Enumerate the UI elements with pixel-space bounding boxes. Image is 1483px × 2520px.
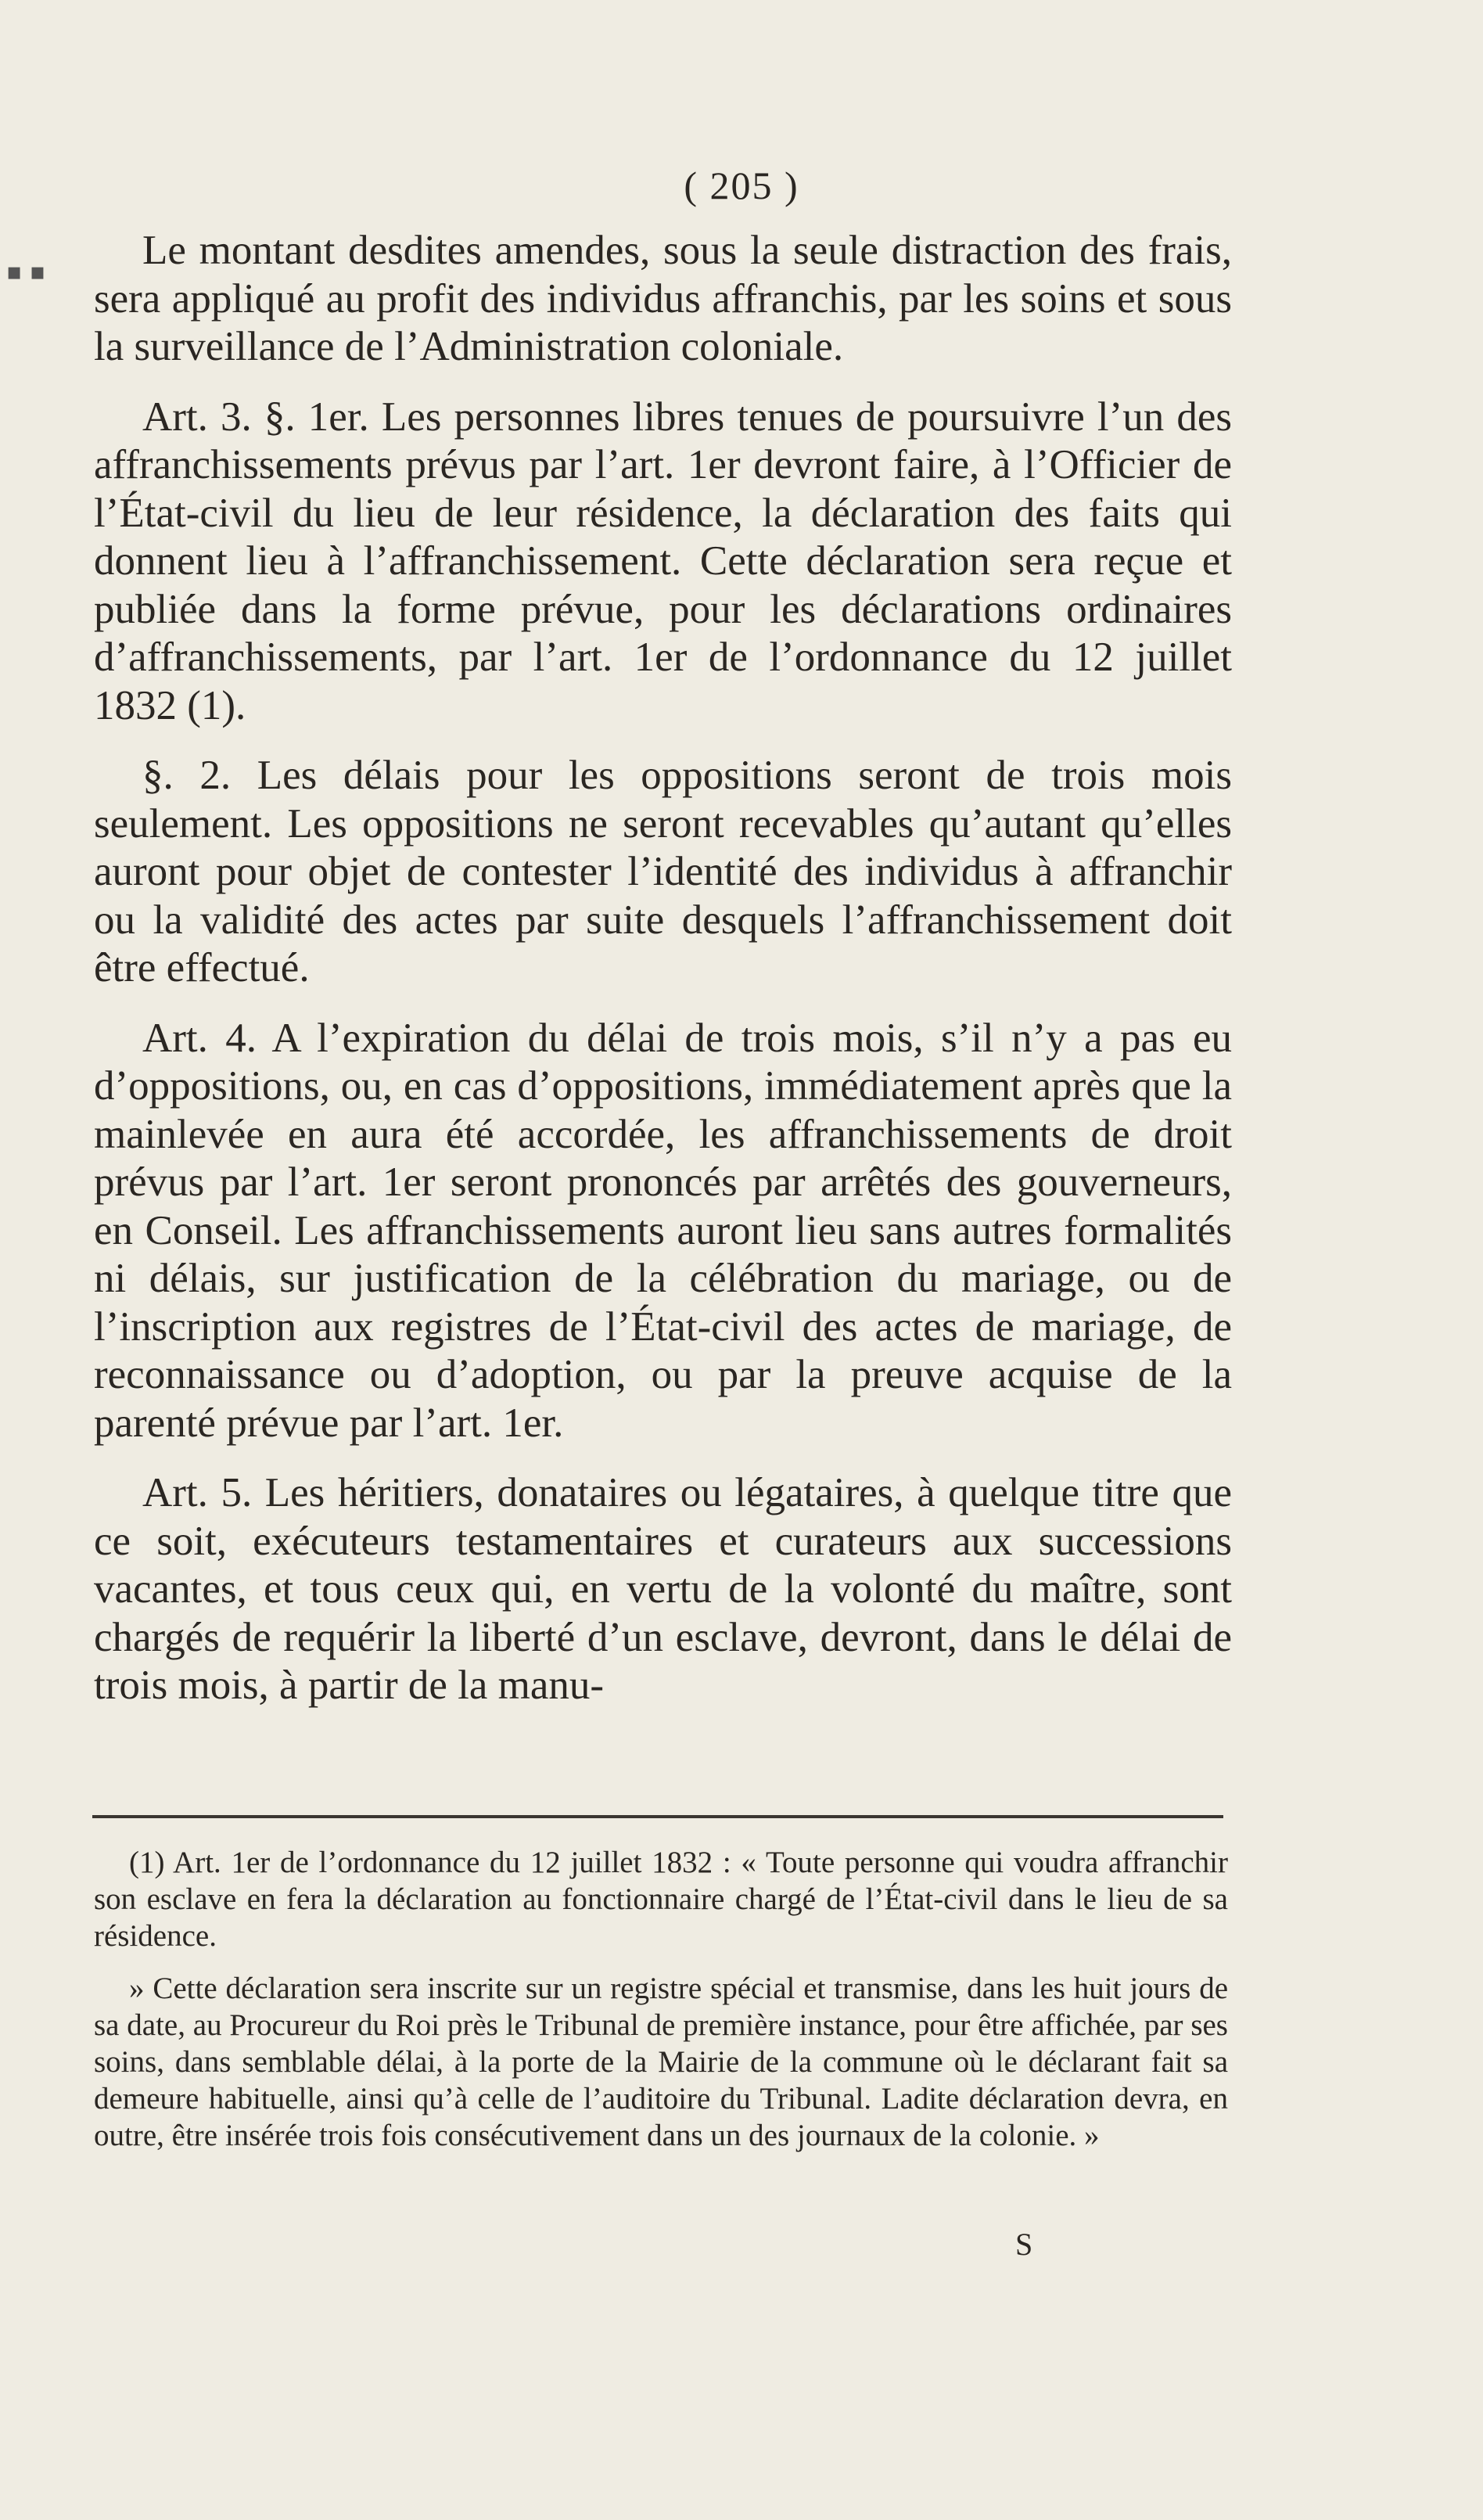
page-number: ( 205 ) <box>684 164 799 207</box>
footnote-1: (1) Art. 1er de l’ordonnance du 12 juillet 1832 : « Toute personne qui voudra affranchir son esclave en fera la déclaration au fonctionnaire chargé de l’État-civil dans le lieu de sa résidence. <box>94 1846 1228 1953</box>
paragraph-art-3: Art. 3. §. 1er. Les personnes libres tenues de poursuivre l’un des affranchissements prévus par l’art. 1er devront faire, à l’Officier de l’État-civil du lieu de leur résidence, la déclaration des faits qui donnent lieu à l’affranchissement. Cette déclaration sera reçue et publiée dans la forme prévue, pour les déclarations ordinaires d’affranchissements, par l’art. 1er de l’ordonnance du 12 juillet 1832 (1). <box>94 394 1232 728</box>
signature-mark: S <box>1015 2227 1033 2262</box>
paragraph-art-5: Art. 5. Les héritiers, donataires ou légataires, à quelque titre que ce soit, exécuteurs testamentaires et curateurs aux successions vacantes, et tous ceux qui, en vertu de la volonté du maître, sont chargés de requérir la liberté d’un esclave, devront, dans le délai de trois mois, à partir de la manu- <box>94 1470 1232 1708</box>
footnote-1-continued: » Cette déclaration sera inscrite sur un registre spécial et transmise, dans les huit jours de sa date, au Procureur du Roi près le Tribunal de première instance, pour être affichée, par ses soins, dans semblable délai, à la porte de la Mairie de la commune où le déclarant fait sa demeure habituelle, ainsi qu’à celle de l’auditoire du Tribunal. Ladite déclaration devra, en outre, être insérée trois fois consécutivement dans un des journaux de la colonie. » <box>94 1972 1228 2152</box>
main-text <box>94 227 1232 1732</box>
footnote-divider <box>92 1815 1223 1818</box>
paragraph-section-2: §. 2. Les délais pour les oppositions seront de trois mois seulement. Les oppositions ne seront recevables qu’autant qu’elles auront pour objet de contester l’identité des individus à affranchir ou la validité des actes par suite desquels l’affranchissement doit être effectué. <box>94 753 1232 990</box>
footnotes <box>94 1844 1228 2170</box>
paragraph-art-4: Art. 4. A l’expiration du délai de trois mois, s’il n’y a pas eu d’oppositions, ou, en cas d’oppositions, immédiatement après que la mainlevée en aura été accordée, les affranchissements de droit prévus par l’art. 1er seront prononcés par arrêtés des gouverneurs, en Conseil. Les affranchissements auront lieu sans autres formalités ni délais, sur justification de la célébration du mariage, ou de l’inscription aux registres de l’État-civil des actes de mariage, de reconnaissance ou d’adoption, ou par la preuve acquise de la parenté prévue par l’art. 1er. <box>94 1015 1232 1446</box>
margin-mark: ▪ ▪ <box>6 258 46 286</box>
paragraph-amendes: Le montant desdites amendes, sous la seule distraction des frais, sera appliqué au profit des individus affranchis, par les soins et sous la surveillance de l’Administration coloniale. <box>94 228 1232 369</box>
